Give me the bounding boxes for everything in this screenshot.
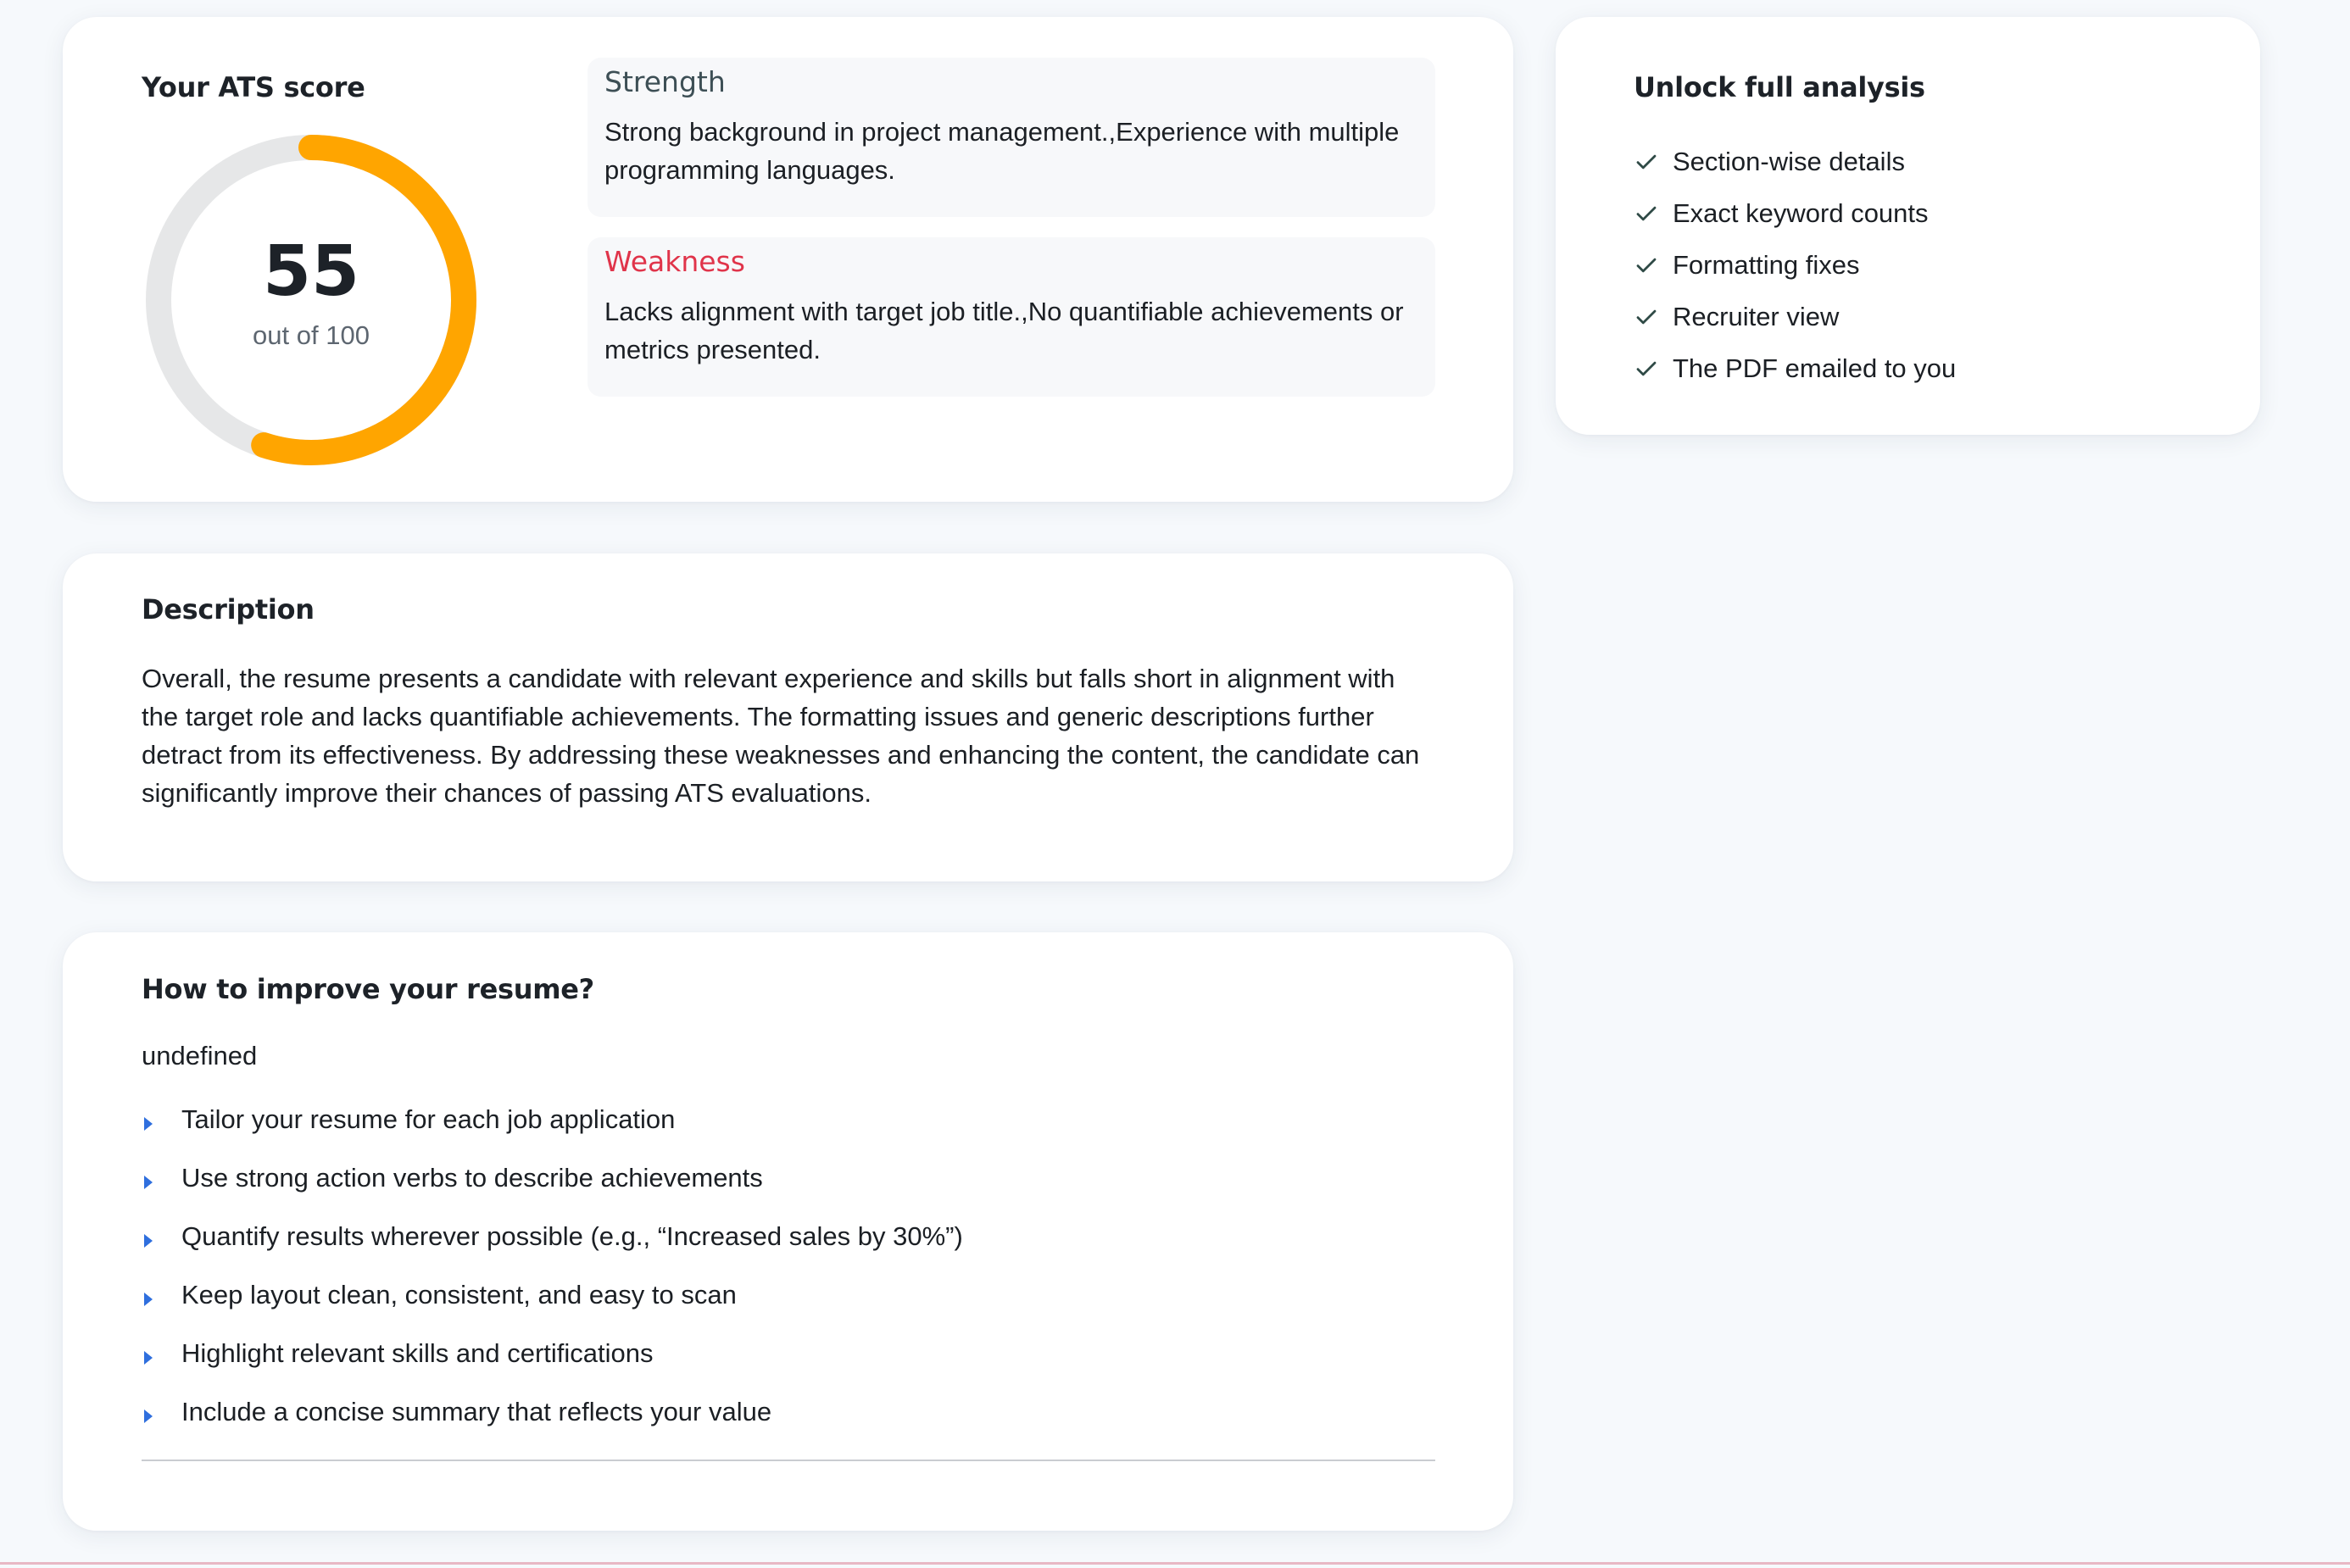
strength-text: Strong background in project management.,Experience with multiple programming languages.	[604, 116, 1400, 185]
unlock-feature-item	[1634, 291, 1956, 342]
unlock-feature-item	[1634, 187, 1956, 239]
unlock-feature-label: Recruiter view	[1673, 301, 1840, 331]
description-title: Description	[142, 593, 315, 626]
weakness-text: Lacks alignment with target job title.,No quantifiable achievements or metrics presented.	[604, 296, 1404, 364]
strength-title: Strength	[604, 65, 726, 98]
improve-tip-item	[142, 1324, 963, 1382]
page-bottom-border	[0, 1562, 2350, 1565]
triangle-right-icon	[142, 1348, 155, 1367]
improve-tip-text: Keep layout clean, consistent, and easy to scan	[181, 1279, 737, 1309]
improve-tip-item	[142, 1382, 963, 1441]
improve-tip-item	[142, 1148, 963, 1207]
improve-tips-list	[142, 1090, 963, 1441]
score-center	[139, 128, 483, 472]
unlock-feature-item	[1634, 239, 1956, 291]
description-text: Overall, the resume presents a candidate with relevant experience and skills but falls short in alignment with the target role and lacks quantifiable achievements. The formatting issues and generic descriptions further detract from its effectiveness. By addressing these weaknesses and enhancing the content, the candidate can significantly improve their chances of passing ATS evaluations.	[142, 664, 1420, 808]
unlock-feature-label: Formatting fixes	[1673, 249, 1860, 280]
unlock-feature-label: Exact keyword counts	[1673, 197, 1929, 228]
unlock-feature-label: The PDF emailed to you	[1673, 353, 1957, 383]
triangle-right-icon	[142, 1407, 155, 1426]
score-out-of: out of 100	[253, 320, 370, 350]
improve-resume-card	[63, 932, 1513, 1531]
improve-divider	[142, 1460, 1435, 1461]
triangle-right-icon	[142, 1232, 155, 1250]
improve-tip-text: Tailor your resume for each job application	[181, 1104, 676, 1134]
triangle-right-icon	[142, 1173, 155, 1192]
ats-score-card	[63, 17, 1513, 502]
improve-tip-item	[142, 1090, 963, 1148]
triangle-right-icon	[142, 1290, 155, 1309]
unlock-feature-item	[1634, 136, 1956, 187]
check-icon	[1634, 356, 1659, 381]
improve-tip-item	[142, 1207, 963, 1265]
unlock-feature-list	[1634, 136, 1956, 394]
improve-intro-text: undefined	[142, 1041, 258, 1070]
unlock-feature-label: Section-wise details	[1673, 146, 1905, 176]
check-icon	[1634, 201, 1659, 226]
check-icon	[1634, 253, 1659, 278]
improve-tip-text: Highlight relevant skills and certifications	[181, 1337, 654, 1368]
triangle-right-icon	[142, 1115, 155, 1133]
improve-tip-text: Include a concise summary that reflects your value	[181, 1396, 772, 1426]
ats-score-gauge	[139, 128, 483, 472]
description-card	[63, 553, 1513, 881]
score-value: 55	[262, 231, 360, 312]
unlock-analysis-card	[1556, 17, 2260, 435]
weakness-panel	[588, 237, 1435, 397]
unlock-feature-item	[1634, 342, 1956, 394]
check-icon	[1634, 304, 1659, 330]
weakness-title: Weakness	[604, 245, 745, 278]
check-icon	[1634, 149, 1659, 175]
strength-panel	[588, 58, 1435, 217]
improve-tip-item	[142, 1265, 963, 1324]
improve-tip-text: Use strong action verbs to describe achievements	[181, 1162, 763, 1193]
unlock-title: Unlock full analysis	[1634, 71, 1925, 103]
improve-tip-text: Quantify results wherever possible (e.g., “Increased sales by 30%”)	[181, 1220, 963, 1251]
ats-score-title: Your ATS score	[142, 71, 365, 103]
improve-title: How to improve your resume?	[142, 973, 594, 1005]
